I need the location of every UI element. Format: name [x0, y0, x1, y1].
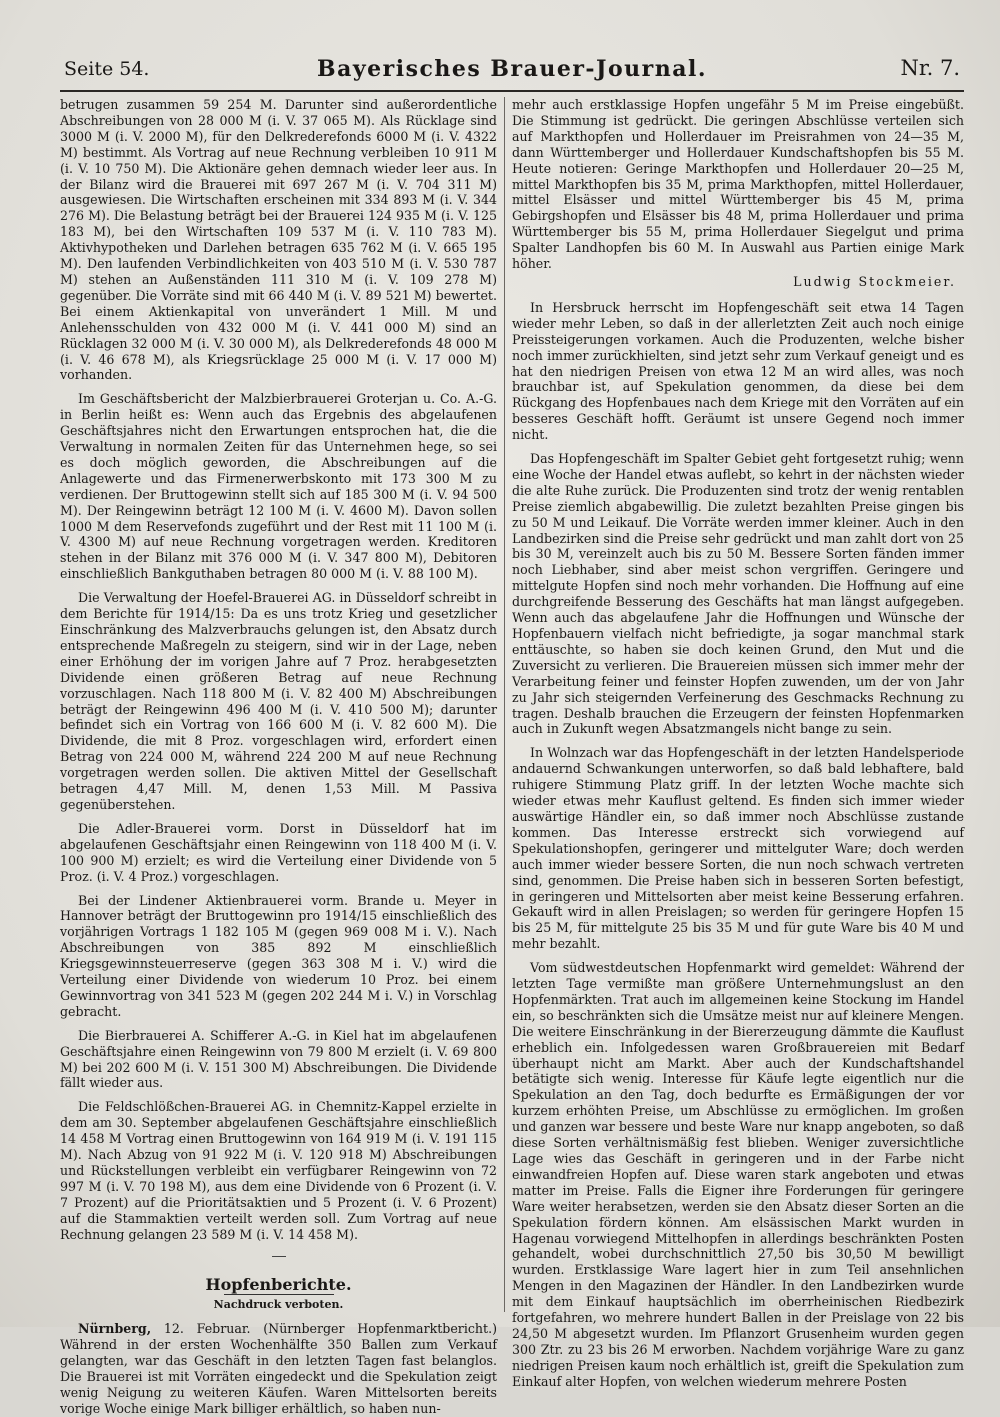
column-divider — [504, 97, 505, 1312]
report-location: Nürnberg, — [78, 1321, 152, 1337]
right-column — [512, 97, 964, 1389]
author-signature: Ludwig Stockmeier. — [793, 273, 956, 289]
article-paragraph: mehr auch erstklassige Hopfen ungefähr 5 M im Preise eingebüßt. Die Stimmung ist gedrückt. Die geringen Abschlüsse verteilen sich auf Markthopfen und Hollerdauer im Preisrahmen von 24—35 M, dann Württemberger und Hollerdauer Kundschaftshopfen bis 55 M. Heute notieren: Geringe Markthopfen und Hollerdauer 20—25 M, mittel Markthopfen bis 35 M, prima Markthopfen, mittel Hollerdauer, mittel Elsässer und mittel Württemberger bis 45 M, prima Gebirgshopfen und Elsässer bis 48 M, prima Hollerdauer und prima Württemberger bis 55 M, prima Hollerdauer Siegelgut und prima Spalter Landhopfen bis 60 M. In Auswahl aus Partien einige Mark höher. — [512, 97, 964, 272]
article-paragraph: Das Hopfengeschäft im Spalter Gebiet geht fortgesetzt ruhig; wenn eine Woche der Handel etwas auflebt, so kehrt in der nächsten wieder die alte Ruhe zurück. Die Produzenten sind trotz der wenig rentablen Preise ziemlich abgabewillig. Die zuletzt bezahlten Preise gingen bis zu 50 M und Leikauf. Die Vorräte werden immer kleiner. Auch in den Landbezirken sind die Preise sehr gedrückt und man zahlt dort von 25 bis 30 M, vereinzelt auch bis zu 50 M. Bessere Sorten fänden immer noch Liebhaber, sind aber meist schon vergriffen. Geringere und mittelgute Hopfen sind noch mehr vorhanden. Die Hoffnung auf eine durchgreifende Besserung des Geschäfts hat man längst aufgegeben. Wenn auch das abgelaufene Jahr die Hoffnungen und Wünsche der Hopfenbauern vielfach nicht befriedigte, ja sogar manchmal stark enttäuschte, so haben sie doch keinen Grund, den Mut und die Zuversicht zu verlieren. Die Brauereien müssen sich immer mehr der Verarbeitung feiner und feinster Hopfen zuwenden, um der von Jahr zu Jahr sich steigernden Verfeinerung des Geschmacks Rechnung zu tragen. Deshalb brauchen die Erzeugern der feinsten Hopfenmarken auch in Zukunft wegen Absatzmangels nicht bange zu sein. — [512, 451, 964, 737]
market-report-paragraph — [60, 1321, 497, 1416]
section-rule — [224, 1294, 334, 1295]
article-paragraph: In Wolnzach war das Hopfengeschäft in der letzten Handelsperiode andauernd Schwankungen unterworfen, so daß bald lebhaftere, bald ruhigere Stimmung Platz griff. In der letzten Woche machte sich wieder etwas mehr Kauflust geltend. Es finden sich immer wieder auswärtige Händler ein, so daß immer noch Abschlüsse zustande kommen. Das Interesse erstreckt sich vorwiegend auf Spekulationshopfen, geringerer und mittelguter Ware; doch werden auch immer wieder bessere Sorten, die nun noch schwach vertreten sind, genommen. Die Preise haben sich in besseren Sorten befestigt, in geringeren und Mittelsorten aber meist keine Besserung erfahren. Gekauft wird in allen Preislagen; so werden für geringere Hopfen 15 bis 25 M, für mittelgute 25 bis 35 M und für gute Ware bis 40 M und mehr bezahlt. — [512, 745, 964, 952]
separator-mark — [272, 1249, 286, 1257]
article-paragraph: betrugen zusammen 59 254 M. Darunter sind außerordentliche Abschreibungen von 28 000 M (i. V. 37 065 M). Als Rücklage sind 3000 M (i. V. 2000 M), für den Delkrederefonds 6000 M (i. V. 4322 M) bestimmt. Als Vortrag auf neue Rechnung verbleiben 10 911 M (i. V. 10 750 M). Die Aktionäre gehen demnach wieder leer aus. In der Bilanz wird die Brauerei mit 697 267 M (i. V. 704 311 M) ausgewiesen. Die Wirtschaften erscheinen mit 334 893 M (i. V. 344 276 M). Die Belastung beträgt bei der Brauerei 124 935 M (i. V. 125 183 M), bei den Wirtschaften 109 537 M (i. V. 110 783 M). Aktivhypotheken und Darlehen betragen 635 762 M (i. V. 665 195 M). Den laufenden Verbindlichkeiten von 403 510 M (i. V. 530 787 M) stehen an Außenständen 111 310 M (i. V. 109 278 M) gegenüber. Die Vorräte sind mit 66 440 M (i. V. 89 521 M) bewertet. Bei einem Aktienkapital von unverändert 1 Mill. M und Anlehensschulden von 432 000 M (i. V. 441 000 M) sind an Rücklagen 32 000 M (i. V. 30 000 M), als Delkrederefonds 48 000 M (i. V. 46 678 M), als Kriegsrücklage 25 000 M (i. V. 17 000 M) vorhanden. — [60, 97, 497, 383]
article-paragraph: Die Verwaltung der Hoefel-Brauerei AG. in Düsseldorf schreibt in dem Berichte für 1914/15: Da es uns trotz Krieg und gesetzlicher Einschränkung des Malzverbrauchs gelungen ist, den Absatz durch entsprechende Maßregeln zu steigern, sind wir in der Lage, neben einer Erhöhung der im vorigen Jahre auf 7 Proz. herabgesetzten Dividende einen größeren Betrag auf neue Rechnung vorzuschlagen. Nach 118 800 M (i. V. 82 400 M) Abschreibungen beträgt der Reingewinn 496 400 M (i. V. 410 500 M); darunter befindet sich ein Vortrag von 166 600 M (i. V. 82 600 M). Die Dividende, die mit 8 Proz. vorgeschlagen wird, erfordert einen Betrag von 224 000 M, während 224 200 M auf neue Rechnung vorgetragen werden sollen. Die aktiven Mittel der Gesellschaft betragen 4,47 Mill. M, denen 1,53 Mill. M Passiva gegenüberstehen. — [60, 590, 497, 812]
page-header — [60, 56, 964, 92]
article-paragraph: Im Geschäftsbericht der Malzbierbrauerei Groterjan u. Co. A.-G. in Berlin heißt es: Wenn auch das Ergebnis des abgelaufenen Geschäftsjahres nicht den Erwartungen entsprochen hat, die die Verwaltung in normalen Zeiten für das Unternehmen hege, so sei es doch möglich geworden, die Abschreibungen auf die Anlagewerte und das Firmenerwerbskonto mit 173 300 M zu verdienen. Der Bruttogewinn stellt sich auf 185 300 M (i. V. 94 500 M). Der Reingewinn beträgt 12 100 M (i. V. 4600 M). Davon sollen 1000 M dem Reservefonds zugeführt und der Rest mit 11 100 M (i. V. 4300 M) auf neue Rechnung vorgetragen werden. Kreditoren stehen in der Bilanz mit 376 000 M (i. V. 347 800 M), Debitoren einschließlich Bankguthaben betragen 80 000 M (i. V. 88 100 M). — [60, 391, 497, 582]
journal-title: Bayerisches Brauer-Journal. — [317, 56, 707, 82]
page-number: Seite 54. — [64, 58, 150, 80]
article-paragraph: Die Feldschlößchen-Brauerei AG. in Chemnitz-Kappel erzielte in dem am 30. September abgelaufenen Geschäftsjahre einschließlich 14 458 M Vortrag einen Bruttogewinn von 164 919 M (i. V. 191 115 M). Nach Abzug von 91 922 M (i. V. 120 918 M) Abschreibungen und Rückstellungen verbleibt ein verfügbarer Reingewinn von 72 997 M (i. V. 70 198 M), aus dem eine Dividende von 6 Prozent (i. V. 7 Prozent) auf die Prioritätsaktien und 5 Prozent (i. V. 6 Prozent) auf die Stammaktien verteilt werden soll. Zum Vortrag auf neue Rechnung gelangen 23 589 M (i. V. 14 458 M). — [60, 1099, 497, 1242]
issue-number: Nr. 7. — [900, 56, 960, 80]
section-heading: Hopfenberichte. — [205, 1274, 352, 1294]
report-text: 12. Februar. (Nürnberger Hopfenmarktbericht.) Während in der ersten Wochenhälfte 350 Ballen zum Verkauf gelangten, war das Geschäft in den letzten Tagen fast belanglos. Die Brauerei ist mit Vorräten eingedeckt und die Spekulation zeigt wenig Neigung zu weiteren Käufen. Waren Mittelsorten bereits vorige Woche einige Mark billiger erhältlich, so haben nun- — [60, 1321, 497, 1416]
article-paragraph: In Hersbruck herrscht im Hopfengeschäft seit etwa 14 Tagen wieder mehr Leben, so daß in der allerletzten Zeit auch noch einige Preissteigerungen vorkamen. Auch die Produzenten, welche bisher noch immer zurückhielten, sind jetzt sehr zum Verkauf geneigt und es hat den niedrigen Preisen von etwa 12 M an wird alles, was noch brauchbar ist, auf Spekulation genommen, da diese bei dem Rückgang des Hopfenbaues nach dem Kriege mit den Vorräten auf ein besseres Geschäft hofft. Geräumt ist unsere Gegend noch immer nicht. — [512, 299, 964, 443]
left-column — [60, 97, 497, 1416]
article-paragraph: Vom südwestdeutschen Hopfenmarkt wird gemeldet: Während der letzten Tage vermißte man größere Unternehmungslust an den Hopfenmärkten. Trat auch im allgemeinen keine Stockung im Handel ein, so beschränkten sich die Umsätze meist nur auf kleinere Mengen. Die weitere Einschränkung in der Biererzeugung dämmte die Kauflust erheblich ein. Infolgedessen waren Großbrauereien mit Bedarf überhaupt nicht am Markt. Aber auch der Kundschaftshandel betätigte sich wenig. Interesse für Käufe legte eigentlich nur die Spekulation an den Tag, doch bedurfte es Ermäßigungen der vor kurzem erhöhten Preise, um Abschlüsse zu ermöglichen. Im großen und ganzen war bessere und beste Ware nur knapp angeboten, so daß diese Sorten verhältnismäßig fest blieben. Weniger zuversichtliche Lage wies das Geschäft in geringeren und in der Farbe nicht einwandfreien Hopfen auf. Diese waren stark angeboten und etwas matter im Preise. Falls die Eigner ihre Forderungen für geringere Ware weiter herabsetzen, werden sie den Absatz dieser Sorten an die Spekulation fördern können. Am elsässischen Markt wurden in Hagenau vorwiegend Mittelhopfen in allerdings beschränkten Posten gehandelt, wobei durchschnittlich 27,50 bis 30,50 M bewilligt wurden. Erstklassige Ware lagert hier in zum Teil ansehnlichen Mengen in den Magazinen der Händler. In den Landbezirken wurde mit dem Einkauf hauptsächlich im oberrheinischen Riedbezirk fortgefahren, wo mehrere hundert Ballen in der Preislage von 22 bis 24,50 M abgesetzt wurden. Im Pflanzort Grusenheim wurden gegen 300 Ztr. zu 23 bis 26 M erworben. Nachdem vorjährige Ware zu ganz niedrigen Preisen kaum noch erhältlich ist, greift die Spekulation zum Einkauf alter Hopfen, von welchen wiederum mehrere Posten — [512, 960, 964, 1389]
article-paragraph: Die Adler-Brauerei vorm. Dorst in Düsseldorf hat im abgelaufenen Geschäftsjahr einen Reingewinn von 118 400 M (i. V. 100 900 M) erzielt; es wird die Verteilung einer Dividende von 5 Proz. (i. V. 4 Proz.) vorgeschlagen. — [60, 820, 497, 884]
article-paragraph: Bei der Lindener Aktienbrauerei vorm. Brande u. Meyer in Hannover beträgt der Bruttogewinn pro 1914/15 einschließlich des vorjährigen Vortrags 1 182 105 M (gegen 969 008 M i. V.). Nach Abschreibungen von 385 892 M einschließlich Kriegsgewinnsteuerreserve (gegen 363 308 M i. V.) wird die Verteilung einer Dividende von wiederum 10 Proz. bei einem Gewinnvortrag von 341 523 M (gegen 202 244 M i. V.) in Vorschlag gebracht. — [60, 892, 497, 1019]
section-subheading: Nachdruck verboten. — [213, 1298, 344, 1312]
article-paragraph: Die Bierbrauerei A. Schifferer A.-G. in Kiel hat im abgelaufenen Geschäftsjahre einen Reingewinn von 79 800 M erzielt (i. V. 69 800 M) bei 202 600 M (i. V. 151 300 M) Abschreibungen. Die Dividende fällt wieder aus. — [60, 1027, 497, 1091]
